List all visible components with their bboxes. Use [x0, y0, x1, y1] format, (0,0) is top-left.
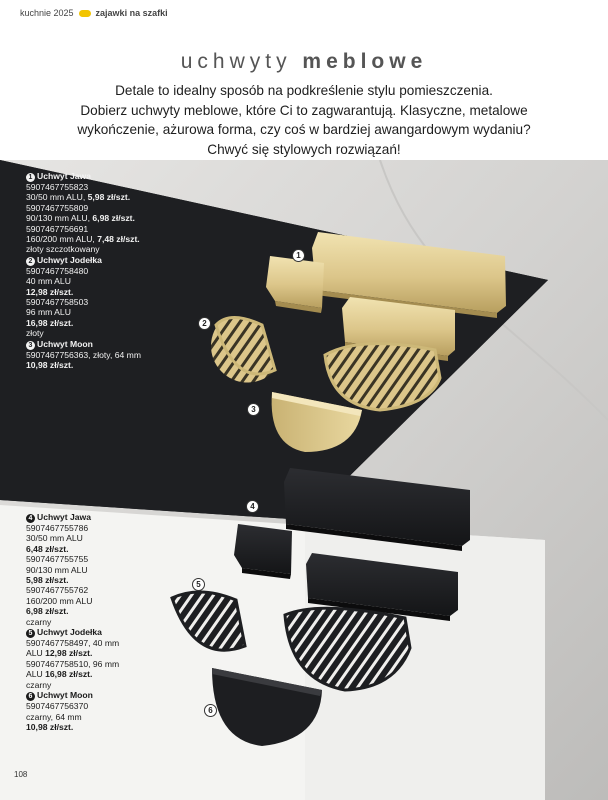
product-number: 6 [26, 692, 35, 701]
product-price: 5,98 zł/szt. [87, 192, 131, 203]
callout-marker: 5 [192, 578, 205, 591]
product-ean: 5907467755762 [26, 585, 89, 596]
product-name: Uchwyt Jawa [37, 512, 91, 522]
product-price: 12,98 zł/szt. [45, 648, 93, 659]
product-price: 16,98 zł/szt. [26, 317, 74, 328]
product-finish: czarny [26, 679, 52, 690]
black-product-specs [26, 512, 119, 732]
breadcrumb-section[interactable]: kuchnie 2025 [20, 8, 74, 18]
product-variant [26, 669, 119, 679]
product-size: 40 mm ALU [26, 276, 71, 287]
product-price: 5,98 zł/szt. [26, 575, 69, 586]
product-details: 5907467758510, 96 mm [26, 658, 120, 669]
callout-marker: 4 [246, 500, 259, 513]
callout-marker: 1 [292, 249, 305, 262]
product-variant [26, 648, 119, 658]
callout-marker: 3 [247, 403, 260, 416]
product-price: 12,98 zł/szt. [26, 286, 74, 297]
product-number: 4 [26, 514, 35, 523]
product-variant [26, 213, 141, 223]
product-price: 10,98 zł/szt. [26, 360, 74, 371]
product-size: 96 mm ALU [26, 307, 71, 318]
product-details: czarny, 64 mm [26, 711, 82, 722]
product-number: 3 [26, 341, 35, 350]
product-heading [26, 255, 141, 266]
product-size: 160/200 mm ALU, [26, 234, 95, 245]
page-title [0, 50, 608, 74]
product-price: 6,48 zł/szt. [26, 543, 69, 554]
breadcrumb [20, 8, 168, 18]
breadcrumb-subsection[interactable]: zajawki na szafki [95, 8, 168, 18]
product-size: 160/200 mm ALU [26, 595, 93, 606]
intro-line: Dobierz uchwyty meblowe, które Ci to zagwarantują. Klasyczne, metalowe [80, 102, 528, 118]
product-ean: 5907467758480 [26, 265, 89, 276]
product-price: 6,98 zł/szt. [92, 213, 135, 224]
callout-marker: 2 [198, 317, 211, 330]
product-number: 5 [26, 629, 35, 638]
page-number: 108 [14, 770, 28, 779]
product-ean: 5907467756691 [26, 223, 89, 234]
breadcrumb-separator-icon [79, 10, 91, 17]
product-finish: czarny [26, 616, 52, 627]
product-name: Uchwyt Moon [37, 690, 93, 701]
product-heading [26, 512, 119, 523]
product-price: 7,48 zł/szt. [97, 234, 140, 245]
product-name: Uchwyt Jawa [37, 171, 91, 181]
product-size: 90/130 mm ALU [26, 564, 88, 575]
product-size: 30/50 mm ALU, [26, 192, 86, 203]
product-ean: 5907467755809 [26, 202, 89, 213]
product-heading [26, 171, 141, 182]
product-name: Uchwyt Jodełka [37, 254, 102, 265]
product-ean: 5907467755786 [26, 523, 89, 533]
product-price: 10,98 zł/szt. [26, 721, 74, 732]
product-ean: 5907467755823 [26, 182, 89, 192]
product-size: ALU [26, 648, 43, 659]
product-ean: 5907467755755 [26, 554, 89, 565]
product-price: 16,98 zł/szt. [45, 669, 93, 680]
product-ean: 5907467756370 [26, 701, 89, 712]
product-variant [26, 234, 141, 244]
gold-product-specs [26, 171, 141, 371]
product-size: 30/50 mm ALU [26, 533, 83, 544]
callout-marker: 6 [204, 704, 217, 717]
product-size: ALU [26, 669, 43, 680]
product-name: Uchwyt Jodełka [37, 627, 102, 638]
product-number: 1 [26, 173, 35, 182]
intro-line: Chwyć się stylowych rozwiązań! [207, 141, 401, 157]
product-finish: złoty szczotkowany [26, 244, 100, 255]
product-heading [26, 627, 119, 638]
intro-text [40, 81, 568, 159]
product-size: 90/130 mm ALU, [26, 213, 91, 224]
product-heading [26, 339, 141, 350]
product-heading [26, 690, 119, 701]
product-number: 2 [26, 257, 35, 266]
product-details: 5907467758497, 40 mm [26, 638, 120, 649]
page-title-light: uchwyty [180, 50, 292, 73]
product-variant [26, 192, 141, 202]
product-details: 5907467756363, złoty, 64 mm [26, 349, 141, 360]
product-ean: 5907467758503 [26, 297, 89, 308]
intro-line: Detale to idealny sposób na podkreślenie stylu pomieszczenia. [115, 83, 493, 98]
product-finish: złoty [26, 328, 44, 339]
product-price: 6,98 zł/szt. [26, 606, 69, 617]
black-jawa-small-handle [234, 524, 292, 579]
page-title-bold: meblowe [302, 50, 428, 73]
intro-line: wykończenie, ażurowa forma, czy coś w bardziej awangardowym wydaniu? [77, 122, 531, 137]
product-name: Uchwyt Moon [37, 338, 93, 349]
